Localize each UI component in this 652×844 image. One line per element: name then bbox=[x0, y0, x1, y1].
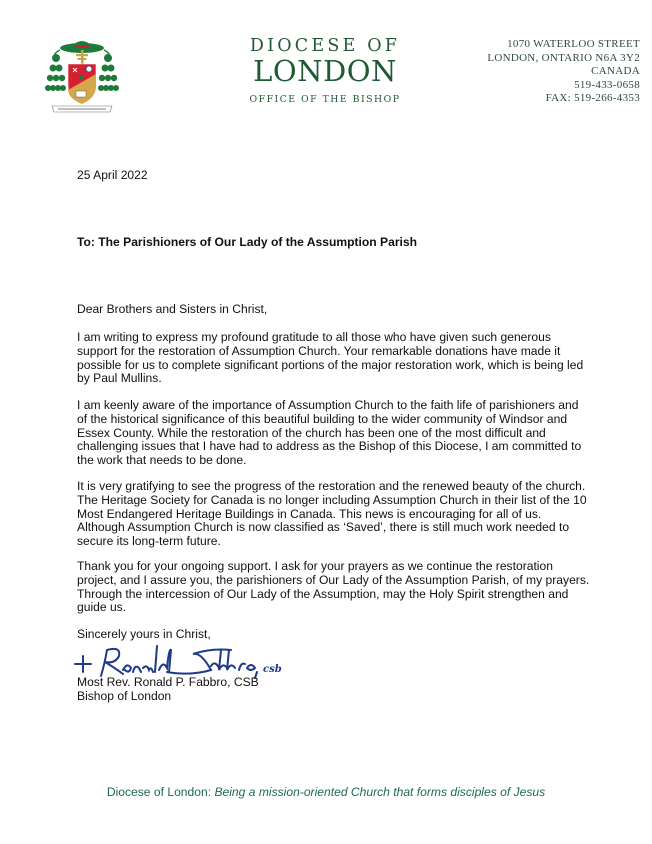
address-city: LONDON, ONTARIO N6A 3Y2 bbox=[487, 51, 640, 64]
line: Although Assumption Church is now classified as ‘Saved’, there is still much work needed to bbox=[77, 520, 570, 535]
line: project, and I assure you, the parishioners of Our Lady of the Assumption Parish, of my prayers. bbox=[77, 572, 590, 587]
line: It is very gratifying to see the progress of the restoration and the renewed beauty of the church. bbox=[77, 479, 586, 493]
diocese-title-block bbox=[240, 36, 410, 106]
paragraph-1 bbox=[77, 331, 617, 386]
line: by Paul Mullins. bbox=[77, 371, 162, 386]
address-country: CANADA bbox=[591, 65, 640, 78]
signer-name: Most Rev. Ronald P. Fabbro, CSB bbox=[77, 675, 259, 689]
salutation: Dear Brothers and Sisters in Christ, bbox=[77, 302, 268, 316]
line: possible for us to complete significant portions of the major restoration work, which is being led bbox=[77, 357, 584, 372]
address-street: 1070 WATERLOO STREET bbox=[507, 38, 640, 50]
line: Through the intercession of Our Lady of the Assumption, may the Holy Spirit strengthen and bbox=[77, 586, 569, 601]
svg-text:csb: csb bbox=[263, 664, 282, 675]
signer-title: Bishop of London bbox=[77, 689, 172, 703]
line: I am keenly aware of the importance of Assumption Church to the faith life of parishioners and bbox=[77, 398, 579, 412]
line: Most Endangered Heritage Buildings in Canada. This news is encouraging for all of us. bbox=[77, 506, 542, 521]
office-label: OFFICE OF THE BISHOP bbox=[249, 94, 401, 105]
footer-mission: Being a mission-oriented Church that forms disciples of Jesus bbox=[214, 785, 546, 799]
address-phone: 519-433-0658 bbox=[574, 78, 640, 91]
footer-org: Diocese of London: bbox=[106, 785, 212, 799]
footer-tagline bbox=[0, 785, 652, 799]
line: challenging issues that I have had to address as the Bishop of this Diocese, I am committed to bbox=[77, 439, 582, 454]
line: of the historical significance of this beautiful building to the wider community of Windsor and bbox=[77, 411, 568, 426]
line: Thank you for your ongoing support. I ask for your prayers as we continue the restoration bbox=[77, 559, 553, 573]
line: secure its long-term future. bbox=[77, 534, 221, 549]
line: guide us. bbox=[77, 600, 127, 615]
line: The Heritage Society for Canada is no longer including Assumption Church in their list of the 10 bbox=[77, 492, 587, 507]
coat-of-arms-icon bbox=[42, 36, 122, 116]
address-fax: FAX: 519-266-4353 bbox=[545, 92, 640, 105]
paragraph-4 bbox=[77, 560, 617, 615]
diocese-line2: LONDON bbox=[253, 54, 397, 88]
closing: Sincerely yours in Christ, bbox=[77, 627, 211, 641]
line: Essex County. While the restoration of the church has been one of the most difficult and bbox=[77, 425, 546, 440]
line: the work that needs to be done. bbox=[77, 453, 247, 468]
paragraph-3 bbox=[77, 480, 617, 549]
paragraph-2 bbox=[77, 399, 617, 468]
letter-recipient: To: The Parishioners of Our Lady of the Assumption Parish bbox=[77, 235, 418, 249]
line: support for the restoration of Assumption Church. Your remarkable donations have made it bbox=[77, 343, 561, 358]
address-block bbox=[487, 38, 640, 106]
diocese-line1: DIOCESE OF bbox=[249, 36, 401, 56]
letter-date: 25 April 2022 bbox=[77, 168, 148, 182]
line: I am writing to express my profound gratitude to all those who have given such generous bbox=[77, 330, 551, 344]
